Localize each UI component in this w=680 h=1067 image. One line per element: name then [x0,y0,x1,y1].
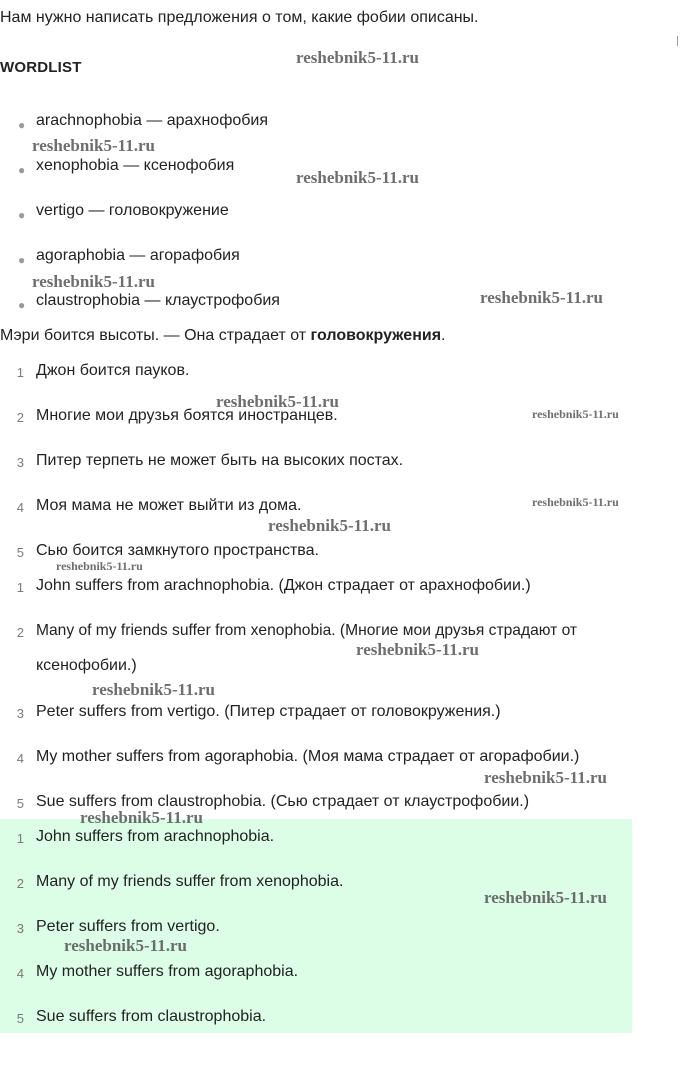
list-number: 3 [16,921,24,936]
answer-translated-item-continued: ксенофобии.) [36,657,137,674]
bullet-icon: ● [18,253,26,267]
intro-text: Нам нужно написать предложения о том, какие фобии описаны. [0,9,479,26]
answer-item: Sue suffers from claustrophobia. [36,1008,267,1025]
answer-item: John suffers from arachnophobia. [36,828,275,845]
list-number: 4 [16,966,24,981]
watermark: reshebnik5-11.ru [268,516,391,535]
watermark: reshebnik5-11.ru [80,808,203,827]
list-number: 2 [16,410,24,425]
bullet-icon: ● [18,118,26,132]
watermark: reshebnik5-11.ru [480,288,603,307]
watermark: reshebnik5-11.ru [296,48,419,67]
list-number: 2 [16,625,24,640]
example-prefix: Мэри боится высоты. — Она страдает от [0,327,311,344]
watermark: reshebnik5-11.ru [484,888,607,907]
wordlist-item: claustrophobia — клаустрофобия [36,292,280,309]
task-item: Питер терпеть не может быть на высоких постах. [36,452,404,469]
task-item: Сью боится замкнутого пространства. [36,542,319,559]
watermark: reshebnik5-11.ru [484,768,607,787]
bullet-icon: ● [18,163,26,177]
list-number: 1 [16,580,24,595]
watermark: reshebnik5-11.ru [64,936,187,955]
watermark: reshebnik5-11.ru [296,168,419,187]
wordlist-item: arachnophobia — арахнофобия [36,112,269,129]
task-item: Многие мои друзья боятся иностранцев. [36,407,338,424]
wordlist-title: WORDLIST [0,59,82,76]
example-sentence [0,327,445,345]
list-number: 3 [16,706,24,721]
wordlist-item: agoraphobia — агорафобия [36,247,240,264]
bullet-icon: ● [18,208,26,222]
watermark: reshebnik5-11.ru [532,407,619,421]
watermark: reshebnik5-11.ru [32,136,155,155]
wordlist-item: vertigo — головокружение [36,202,229,219]
list-number: 1 [16,831,24,846]
list-number: 5 [16,796,24,811]
task-item: Джон боится пауков. [36,362,190,379]
answer-translated-item: Peter suffers from vertigo. (Питер страдает от головокружения.) [36,703,501,720]
watermark: reshebnik5-11.ru [92,680,215,699]
answer-translated-item: Many of my friends suffer from xenophobia. (Многие мои друзья страдают от [36,622,578,639]
answer-item: My mother suffers from agoraphobia. [36,963,299,980]
watermark: reshebnik5-11.ru [532,495,619,509]
watermark: reshebnik5-11.ru [32,272,155,291]
list-number: 4 [16,751,24,766]
list-number: 2 [16,876,24,891]
example-bold: головокружения [310,327,442,344]
watermark: reshebnik5-11.ru [56,559,143,573]
answer-item: Peter suffers from vertigo. [36,918,220,935]
list-number: 5 [16,545,24,560]
answer-translated-item: John suffers from arachnophobia. (Джон страдает от арахнофобии.) [36,577,531,594]
watermark: reshebnik5-11.ru [216,392,339,411]
list-number: 5 [16,1011,24,1026]
example-suffix: . [441,327,446,344]
scroll-edge-mark [677,36,678,46]
wordlist-item: xenophobia — ксенофобия [36,157,235,174]
bullet-icon: ● [18,298,26,312]
answer-translated-item: Sue suffers from claustrophobia. (Сью страдает от клаустрофобии.) [36,793,530,810]
watermark: reshebnik5-11.ru [356,640,479,659]
task-item: Моя мама не может выйти из дома. [36,497,302,514]
list-number: 1 [16,365,24,380]
answer-translated-item: My mother suffers from agoraphobia. (Моя мама страдает от агорафобии.) [36,748,580,765]
list-number: 3 [16,455,24,470]
list-number: 4 [16,500,24,515]
answer-item: Many of my friends suffer from xenophobia. [36,873,344,890]
